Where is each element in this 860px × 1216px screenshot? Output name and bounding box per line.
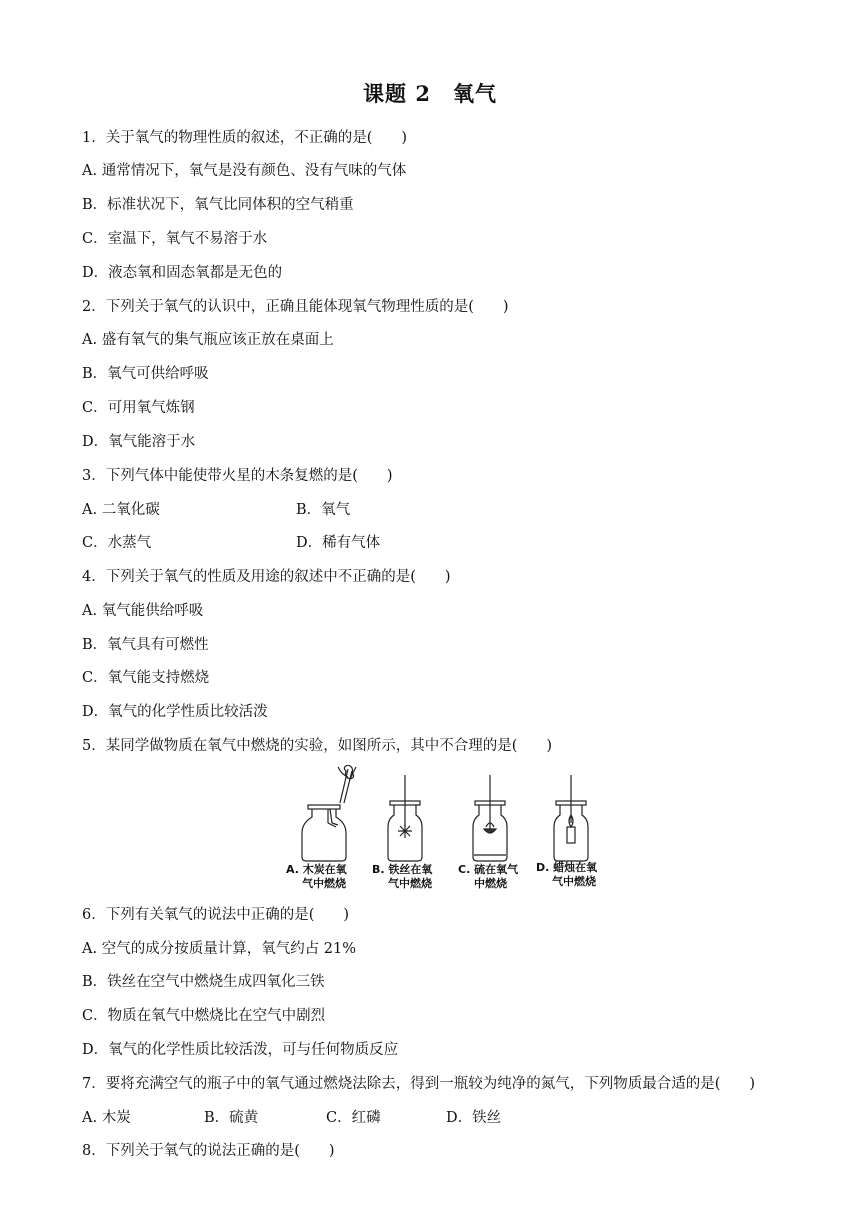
question-4-option-c: C．氧气能支持燃烧 — [82, 670, 210, 686]
question-2-option-a: A. 盛有氧气的集气瓶应该正放在桌面上 — [82, 332, 334, 348]
jar-a-charcoal — [302, 765, 356, 861]
question-1-option-b: B．标准状况下，氧气比同体积的空气稍重 — [82, 197, 354, 213]
question-4-option-b: B．氧气具有可燃性 — [82, 637, 209, 653]
combustion-experiment-figure — [282, 765, 612, 895]
question-5-stem: 5．某同学做物质在氧气中燃烧的实验，如图所示，其中不合理的是( ) — [82, 738, 553, 754]
question-6-option-d: D．氧气的化学性质比较活泼，可与任何物质反应 — [82, 1042, 399, 1058]
question-7-option-a: A. 木炭 — [82, 1110, 131, 1126]
jar-c-sulfur — [473, 775, 507, 861]
question-3-option-c: C．水蒸气 — [82, 535, 152, 551]
caption-c-line1: C. 硫在氧气 — [458, 863, 519, 876]
question-6-option-a: A. 空气的成分按质量计算，氧气约占 21% — [82, 941, 357, 957]
page-title: 课题 2 氧气 — [363, 81, 497, 106]
question-8-stem: 8．下列关于氧气的说法正确的是( ) — [82, 1143, 335, 1159]
caption-d-line2: 气中燃烧 — [552, 875, 596, 888]
question-7-option-d: D．铁丝 — [446, 1110, 502, 1126]
question-1-option-c: C．室温下，氧气不易溶于水 — [82, 231, 268, 247]
question-3-option-a: A. 二氧化碳 — [82, 502, 160, 518]
jar-d-candle — [554, 775, 588, 861]
question-6-stem: 6．下列有关氧气的说法中正确的是( ) — [82, 907, 350, 923]
caption-b-line2: 气中燃烧 — [388, 877, 432, 890]
caption-c-line2: 中燃烧 — [474, 877, 507, 890]
question-7-stem: 7．要将充满空气的瓶子中的氧气通过燃烧法除去，得到一瓶较为纯净的氮气，下列物质最合适的是( ) — [82, 1076, 756, 1092]
question-3-stem: 3．下列气体中能使带火星的木条复燃的是( ) — [82, 468, 393, 484]
caption-b-line1: B. 铁丝在氧 — [372, 863, 433, 876]
caption-a-line2: 气中燃烧 — [302, 877, 346, 890]
experiment-apparatus-drawing — [282, 765, 612, 865]
question-4-option-d: D．氧气的化学性质比较活泼 — [82, 704, 268, 720]
jar-b-iron-wire — [388, 775, 422, 861]
question-1-option-a: A. 通常情况下，氧气是没有颜色、没有气味的气体 — [82, 163, 407, 179]
question-4-stem: 4．下列关于氧气的性质及用途的叙述中不正确的是( ) — [82, 569, 451, 585]
question-7-option-b: B．硫黄 — [204, 1110, 259, 1126]
question-1-option-d: D．液态氧和固态氧都是无色的 — [82, 265, 283, 281]
question-3-option-d: D．稀有气体 — [296, 535, 381, 551]
question-3-option-b: B．氧气 — [296, 502, 351, 518]
question-4-option-a: A. 氧气能供给呼吸 — [82, 603, 204, 619]
question-1-stem: 1．关于氧气的物理性质的叙述，不正确的是( ) — [82, 130, 408, 146]
question-7-option-c: C．红磷 — [326, 1110, 381, 1126]
question-2-stem: 2．下列关于氧气的认识中，正确且能体现氧气物理性质的是( ) — [82, 299, 509, 315]
caption-a-line1: A. 木炭在氧 — [286, 863, 347, 876]
question-2-option-b: B．氧气可供给呼吸 — [82, 366, 209, 382]
caption-d-line1: D. 蜡烛在氧 — [536, 861, 598, 874]
question-2-option-c: C．可用氧气炼钢 — [82, 400, 195, 416]
question-2-option-d: D．氧气能溶于水 — [82, 434, 196, 450]
question-6-option-c: C．物质在氧气中燃烧比在空气中剧烈 — [82, 1008, 326, 1024]
question-6-option-b: B．铁丝在空气中燃烧生成四氧化三铁 — [82, 974, 325, 990]
